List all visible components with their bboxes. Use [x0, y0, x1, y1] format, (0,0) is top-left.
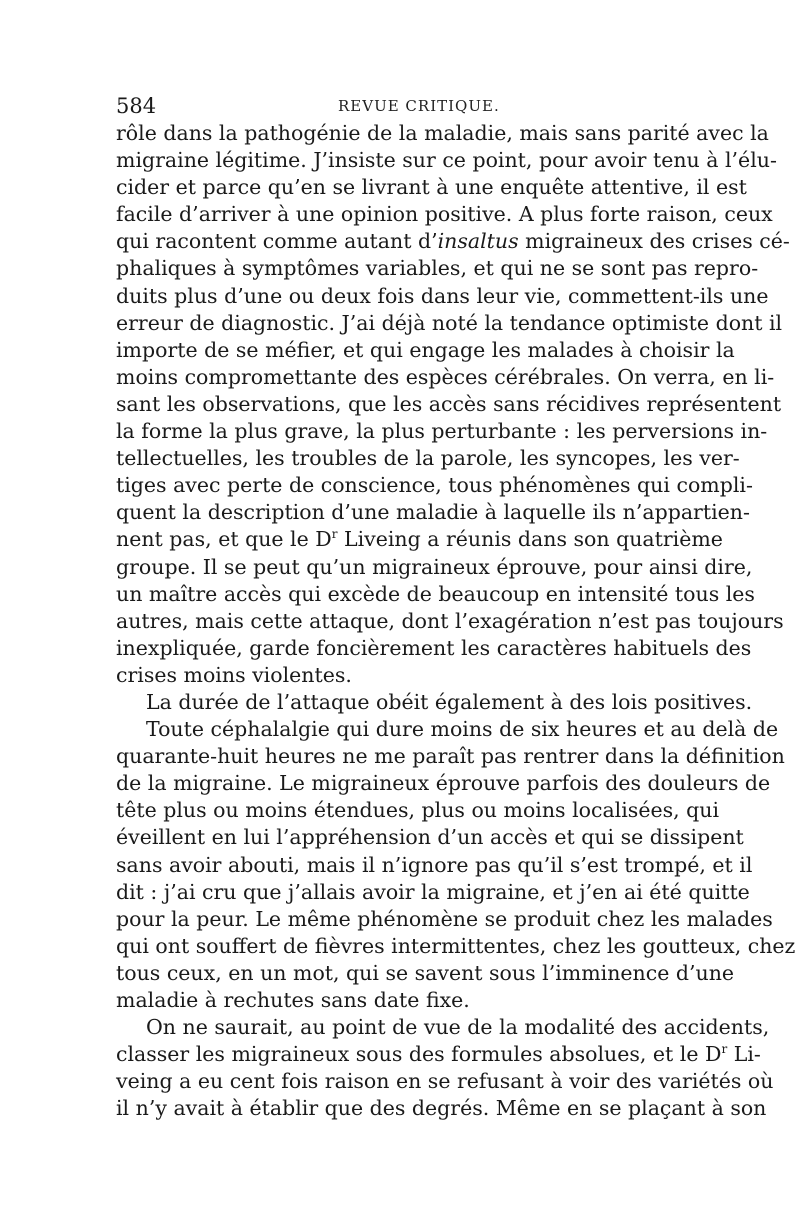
text-line: un maître accès qui excède de beaucoup en intensité tous les	[116, 581, 755, 606]
text-line: sans avoir abouti, mais il n’ignore pas qu’il s’est trompé, et il	[116, 852, 753, 877]
text-line: quent la description d’une maladie à laquelle ils n’appartien-	[116, 500, 750, 525]
text-line: phaliques à symptômes variables, et qui ne se sont pas repro-	[116, 256, 759, 281]
text-line: moins compromettante des espèces cérébrales. On verra, en li-	[116, 364, 775, 389]
text-line: quarante-huit heures ne me paraît pas rentrer dans la définition	[116, 744, 785, 769]
text-line: maladie à rechutes sans date fixe.	[116, 988, 470, 1012]
text-line: tête plus ou moins étendues, plus ou moins localisées, qui	[116, 798, 720, 823]
page-header	[116, 94, 686, 118]
text-line: Toute céphalalgie qui dure moins de six heures et au delà de	[146, 717, 779, 742]
text-line: importe de se méfier, et qui engage les malades à choisir la	[116, 337, 735, 362]
text-line: autres, mais cette attaque, dont l’exagération n’est pas toujours	[116, 608, 784, 633]
text-line: nent pas, et que le $D^r$ Liveing a réunis dans son quatrième	[116, 527, 723, 552]
text-line: groupe. Il se peut qu’un migraineux éprouve, pour ainsi dire,	[116, 554, 753, 579]
text-line: tellectuelles, les troubles de la parole, les syncopes, les ver-	[116, 446, 740, 471]
text-line: qui ont souffert de fièvres intermittentes, chez les goutteux, chez	[116, 933, 796, 958]
text-line: migraine légitime. J’insiste sur ce point, pour avoir tenu à l’élu-	[116, 148, 777, 173]
text-line: veing a eu cent fois raison en se refusant à voir des variétés où	[116, 1069, 774, 1094]
text-line: de la migraine. Le migraineux éprouve parfois des douleurs de	[116, 771, 771, 796]
text-line: sant les observations, que les accès sans récidives représentent	[116, 391, 782, 416]
text-line: éveillent en lui l’appréhension d’un accès et qui se dissipent	[116, 825, 744, 850]
italic-word: insaltus	[437, 229, 519, 254]
text-line: rôle dans la pathogénie de la maladie, mais sans parité avec la	[116, 121, 769, 145]
text-line: tous ceux, en un mot, qui se savent sous l’imminence d’une	[116, 960, 735, 985]
text-line: qui racontent comme autant d’insaltus migraineux des crises cé-	[116, 229, 790, 254]
text-line: la forme la plus grave, la plus perturbante : les perversions in-	[116, 419, 768, 444]
text-line: dit : j’ai cru que j’allais avoir la migraine, et j’en ai été quitte	[116, 879, 750, 904]
running-head: REVUE CRITIQUE.	[338, 97, 500, 115]
text-line: La durée de l’attaque obéit également à des lois positives.	[146, 689, 753, 714]
text-line: crises moins violentes.	[116, 662, 352, 687]
text-line: erreur de diagnostic. J’ai déjà noté la tendance optimiste dont il	[116, 310, 783, 335]
superscript: r	[331, 527, 338, 542]
text-line: pour la peur. Le même phénomène se produit chez les malades	[116, 906, 773, 931]
superscript: r	[721, 1042, 728, 1057]
text-line: inexpliquée, garde foncièrement les caractères habituels des	[116, 635, 752, 660]
text-line: facile d’arriver à une opinion positive. A plus forte raison, ceux	[116, 202, 773, 227]
text-line: On ne saurait, au point de vue de la modalité des accidents,	[146, 1015, 770, 1040]
text-line: tiges avec perte de conscience, tous phénomènes qui compli-	[116, 473, 753, 498]
body-text	[116, 120, 796, 1122]
page-number: 584	[116, 94, 157, 118]
text-line: classer les migraineux sous des formules absolues, et le $D^r$ Li-	[116, 1042, 761, 1067]
text-line: duits plus d’une ou deux fois dans leur vie, commettent-ils une	[116, 283, 769, 308]
text-line: cider et parce qu’en se livrant à une enquête attentive, il est	[116, 175, 747, 200]
text-line: il n’y avait à établir que des degrés. Même en se plaçant à son	[116, 1096, 767, 1121]
